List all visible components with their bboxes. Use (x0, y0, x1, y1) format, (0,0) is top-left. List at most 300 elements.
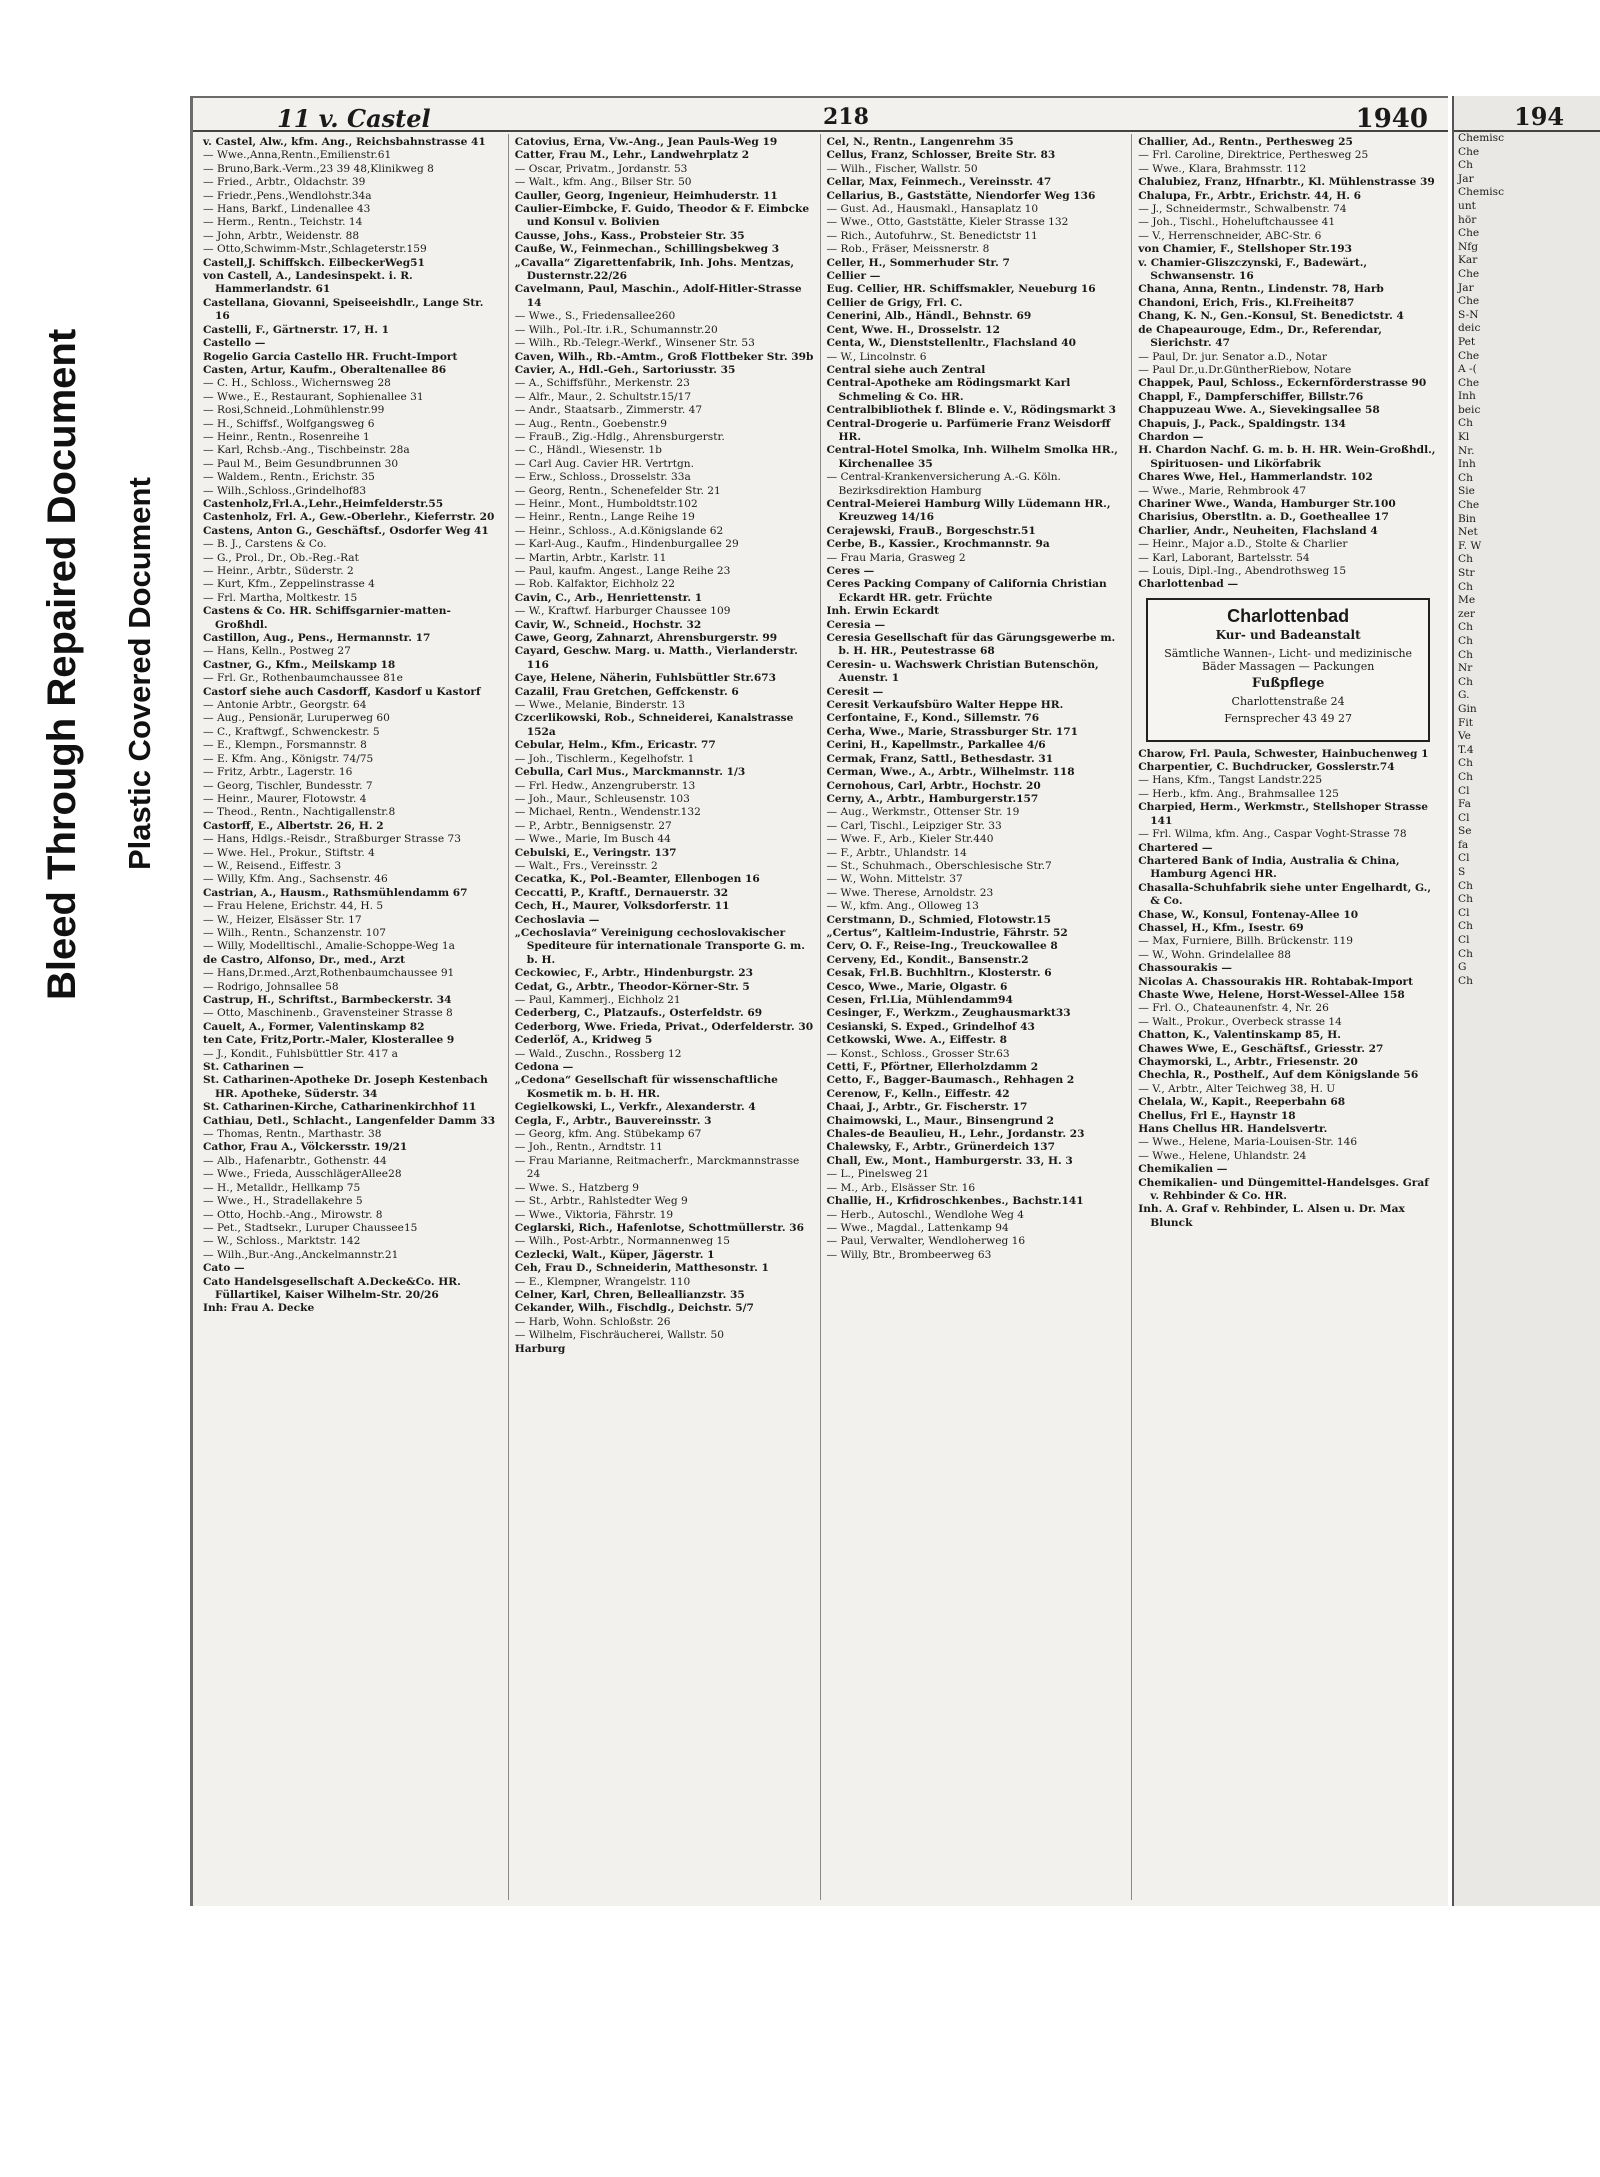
directory-entry: Chaste Wwe, Helene, Horst-Wessel-Allee 158 (1138, 988, 1405, 1001)
adjacent-page-line: Ch (1458, 879, 1473, 892)
directory-entry: Cezlecki, Walt., Küper, Jägerstr. 1 (514, 1248, 715, 1261)
adjacent-page-line: Ch (1458, 893, 1473, 906)
directory-entry: — Wald., Zuschn., Rossberg 12 (514, 1047, 682, 1060)
directory-entry: — Walt., Prokur., Overbeck strasse 14 (1138, 1015, 1342, 1028)
directory-entry: — Herm., Rentn., Teichstr. 14 (203, 216, 363, 229)
adjacent-page-line: Inh (1458, 458, 1476, 471)
directory-entry: Chellus, Frl E., Haynstr 18 (1138, 1109, 1296, 1122)
adjacent-page-line: Jar (1458, 172, 1474, 185)
directory-entry: Cato — (203, 1262, 245, 1275)
directory-entry: — E., Klempn., Forsmannstr. 8 (203, 739, 367, 752)
adjacent-page-line: Ch (1458, 675, 1473, 688)
directory-entry: Cerny, A., Arbtr., Hamburgerstr.157 (826, 792, 1039, 805)
directory-entry: — W., Wohn. Mittelstr. 37 (826, 873, 963, 886)
directory-entry: — Wwe., Marie, Im Busch 44 (514, 833, 671, 846)
directory-entry: Cavir, W., Schneid., Hochstr. 32 (514, 618, 702, 631)
directory-entry: Ceresin- u. Wachswerk Christian Butenschön, Auenstr. 1 (826, 658, 1099, 685)
adjacent-page-line: Gin (1458, 702, 1477, 715)
ad-phone: Fernsprecher 43 49 27 (1224, 712, 1353, 726)
bleed-through-stamp: Bleed Through Repaired Document (40, 328, 84, 1000)
directory-entry: — John, Arbtr., Weidenstr. 88 (203, 229, 360, 242)
adjacent-page-line: Nr (1458, 662, 1473, 675)
directory-entry: Challier, Ad., Rentn., Perthesweg 25 (1138, 136, 1353, 148)
directory-entry: Nicolas A. Chassourakis HR. Rohtabak-Import (1138, 975, 1413, 988)
directory-entry: — Rob. Kalfaktor, Eichholz 22 (514, 578, 676, 591)
directory-entry: — A., Schiffsführ., Merkenstr. 23 (514, 377, 690, 390)
directory-entry: Cerenow, F., Kelln., Eiffestr. 42 (826, 1087, 1010, 1100)
directory-entry: — Kurt, Kfm., Zeppelinstrasse 4 (203, 578, 375, 591)
directory-entry: — Karl, Rchsb.-Ang., Tischbeinstr. 28a (203, 444, 410, 457)
directory-entry: Cederlöf, A., Kridweg 5 (514, 1034, 653, 1047)
directory-entry: Cawe, Georg, Zahnarzt, Ahrensburgerstr. 99 (514, 632, 778, 645)
directory-entry: — Waldem., Rentn., Erichstr. 35 (203, 471, 375, 484)
directory-entry: — Frau Helene, Erichstr. 44, H. 5 (203, 900, 384, 913)
directory-entry: — Otto, Maschinenb., Gravensteiner Strasse 8 (203, 1007, 453, 1020)
directory-entry: Central siehe auch Zentral (826, 363, 986, 376)
directory-entry: Cerha, Wwe., Marie, Strassburger Str. 171 (826, 725, 1078, 738)
directory-entry: Castner, G., Kfm., Meilskamp 18 (203, 658, 396, 671)
directory-entry: Cebular, Helm., Kfm., Ericastr. 77 (514, 739, 716, 752)
directory-entry: — Walt., Frs., Vereinsstr. 2 (514, 859, 658, 872)
adjacent-page-line: deic (1458, 322, 1481, 335)
adjacent-page-line: Inh (1458, 390, 1476, 403)
directory-entry: Cedat, G., Arbtr., Theodor-Körner-Str. 5 (514, 980, 750, 993)
directory-entry: — Paul, kaufm. Angest., Lange Reihe 23 (514, 565, 731, 577)
directory-entry: — E. Kfm. Ang., Königstr. 74/75 (203, 752, 374, 765)
directory-entry: Cellar, Max, Feinmech., Vereinsstr. 47 (826, 176, 1052, 189)
directory-entry: Cernohous, Carl, Arbtr., Hochstr. 20 (826, 779, 1041, 792)
directory-entry: Cavelmann, Paul, Maschin., Adolf-Hitler-Strasse 14 (514, 283, 802, 309)
directory-entry: — Hans, Kelln., Postweg 27 (203, 645, 351, 658)
directory-entry: — Willy, Modelltischl., Amalie-Schoppe-Weg 1a (203, 940, 455, 953)
directory-entry: — Heinr., Maurer, Flotowstr. 4 (203, 792, 367, 805)
directory-entry: Czcerlikowski, Rob., Schneiderei, Kanalstrasse 152a (514, 712, 794, 738)
directory-entry: — Louis, Dipl.-Ing., Abendrothsweg 15 (1138, 565, 1347, 577)
directory-entry: — Paul, Dr. jur. Senator a.D., Notar (1138, 350, 1327, 363)
adjacent-page-line: Ch (1458, 920, 1473, 933)
directory-entry: — Wwe., S., Friedensallee260 (514, 310, 676, 323)
directory-entry: Chaymorski, L., Arbtr., Friesenstr. 20 (1138, 1056, 1358, 1068)
directory-entry: Cavin, C., Arb., Henriettenstr. 1 (514, 591, 703, 604)
directory-entry: — W., Kraftwf. Harburger Chaussee 109 (514, 605, 731, 618)
directory-entry: — Hans, Hdlgs.-Reisdr., Straßburger Strasse 73 (203, 833, 461, 846)
directory-entry: — Frl. Gr., Rothenbaumchaussee 81e (203, 672, 403, 685)
directory-entry: Castorff, E., Albertstr. 26, H. 2 (203, 819, 384, 832)
directory-entry: — Heinr., Schloss., A.d.Königslande 62 (514, 524, 724, 537)
directory-entry: — Fried., Arbtr., Oldachstr. 39 (203, 176, 366, 189)
directory-entry: Harburg (514, 1342, 566, 1355)
directory-entry: Castillon, Aug., Pens., Hermannstr. 17 (203, 632, 431, 645)
directory-entry: Cellus, Franz, Schlosser, Breite Str. 83 (826, 149, 1056, 162)
directory-entry: Centralbibliothek f. Blinde e. V., Rödingsmarkt 3 (826, 404, 1117, 417)
directory-entry: — St., Schuhmach., Oberschlesische Str.7 (826, 859, 1052, 872)
directory-entry: Cesak, Frl.B. Buchhltrn., Klosterstr. 6 (826, 967, 1052, 980)
directory-entry: Cazalil, Frau Gretchen, Geffckenstr. 6 (514, 685, 739, 698)
adjacent-page-line: Fa (1458, 798, 1471, 811)
directory-entry: Cauße, W., Feinmechan., Schillingsbekweg 3 (514, 243, 780, 256)
directory-entry: — Frl. O., Chateaunenfstr. 4, Nr. 26 (1138, 1002, 1329, 1015)
adjacent-page-line: Fit (1458, 716, 1473, 729)
directory-entry: Cayard, Geschw. Marg. u. Matth., Vierlanderstr. 116 (514, 645, 798, 671)
adjacent-page-line: Jar (1458, 281, 1474, 294)
directory-entry: — Wwe., Melanie, Binderstr. 13 (514, 699, 685, 712)
directory-entry: ten Cate, Fritz,Portr.-Maler, Klosterallee 9 (203, 1034, 455, 1047)
directory-entry: — Wilh., Rb.-Telegr.-Werkf., Winsener Str. 53 (514, 337, 755, 350)
directory-entry: Chaai, J., Arbtr., Gr. Fischerstr. 17 (826, 1101, 1028, 1114)
directory-entry: Chalubiez, Franz, Hfnarbtr., Kl. Mühlenstrasse 39 (1138, 176, 1435, 189)
adjacent-page-line: T.4 (1458, 743, 1474, 756)
directory-entry: Chales-de Beaulieu, H., Lehr., Jordanstr. 23 (826, 1128, 1085, 1141)
directory-entry: Chappuzeau Wwe. A., Sievekingsallee 58 (1138, 404, 1380, 417)
directory-entry: Ceckowiec, F., Arbtr., Hindenburgstr. 23 (514, 967, 754, 980)
directory-entry: Charow, Frl. Paula, Schwester, Hainbuchenweg 1 (1138, 747, 1429, 760)
directory-entry: Chandoni, Erich, Fris., Kl.Freiheit87 (1138, 296, 1355, 309)
directory-entry: — W., Lincolnstr. 6 (826, 350, 927, 363)
directory-entry: Ceresit — (826, 685, 884, 698)
directory-entry: — Aug., Rentn., Goebenstr.9 (514, 417, 668, 430)
directory-entry: — C., Kraftwgf., Schwenckestr. 5 (203, 725, 380, 738)
directory-entry: — W., Schloss., Marktstr. 142 (203, 1235, 361, 1248)
directory-entry: — Antonie Arbtr., Georgstr. 64 (203, 699, 367, 712)
directory-entry: Castenholz, Frl. A., Gew.-Oberlehr., Kieferrstr. 20 (203, 511, 495, 524)
directory-entry: — Wwe.,Anna,Rentn.,Emilienstr.61 (203, 149, 392, 162)
directory-entry: — V., Herrenschneider, ABC-Str. 6 (1138, 229, 1322, 242)
adjacent-page-line: G. (1458, 689, 1470, 702)
directory-entry: — Wwe., Frieda, AusschlägerAllee28 (203, 1168, 402, 1181)
directory-entry: — C. H., Schloss., Wichernsweg 28 (203, 377, 391, 390)
directory-entry: Chares Wwe, Hel., Hammerlandstr. 102 (1138, 471, 1373, 484)
directory-entry: Chardon — (1138, 430, 1204, 443)
directory-entry: Cesianski, S. Exped., Grindelhof 43 (826, 1020, 1035, 1033)
directory-entry: Centa, W., Dienststellenltr., Flachsland 40 (826, 337, 1076, 350)
directory-entry: — Frl. Caroline, Direktrice, Perthesweg 25 (1138, 149, 1369, 162)
adjacent-page-line: Ch (1458, 974, 1473, 987)
directory-entry: — Alb., Hafenarbtr., Gothenstr. 44 (203, 1154, 387, 1167)
directory-entry: Cesen, Frl.Lia, Mühlendamm94 (826, 994, 1013, 1006)
directory-entry: Castens & Co. HR. Schiffsgarnier-matten-Großhdl. (203, 605, 451, 631)
adjacent-page-line: Cl (1458, 906, 1470, 919)
directory-entry: Chasalla-Schuhfabrik siehe unter Engelhardt, G., & Co. (1138, 881, 1432, 908)
directory-entry: — Rich., Autofuhrw., St. Benedictstr 11 (826, 229, 1038, 242)
directory-entry: — C., Händl., Wiesenstr. 1b (514, 444, 662, 457)
ad-address: Charlottenstraße 24 (1231, 694, 1345, 708)
directory-entry: Ceh, Frau D., Schneiderin, Matthesonstr. 1 (514, 1262, 769, 1275)
directory-entry: Castrian, A., Hausm., Rathsmühlendamm 67 (203, 886, 468, 899)
directory-entry: Chalupa, Fr., Arbtr., Erichstr. 44, H. 6 (1138, 189, 1361, 202)
directory-entry: Central-Meierei Hamburg Willy Lüdemann HR., Kreuzweg 14/16 (826, 497, 1111, 524)
directory-entry: — Martin, Arbtr., Karlstr. 11 (514, 551, 667, 564)
directory-entry: Celner, Karl, Chren, Belleallianzstr. 35 (514, 1288, 745, 1301)
directory-entry: Caulier-Eimbcke, F. Guido, Theodor & F. Eimbcke und Konsul v. Bolivien (514, 203, 810, 229)
directory-entry: Chemikalien- und Düngemittel-Handelsges. Graf v. Rehbinder & Co. HR. (1138, 1176, 1429, 1203)
adjacent-page-line: Chemisc (1458, 186, 1505, 199)
directory-entry: Cerman, Wwe., A., Arbtr., Wilhelmstr. 118 (826, 766, 1075, 779)
directory-entry: Cauller, Georg, Ingenieur, Heimhuderstr. 11 (514, 189, 778, 202)
directory-entry: — Herb., kfm. Ang., Brahmsallee 125 (1138, 787, 1339, 800)
adjacent-page-line: Ch (1458, 757, 1473, 770)
adjacent-page-line: Ch (1458, 947, 1473, 960)
directory-entry: Chawes Wwe, E., Geschäftsf., Griesstr. 27 (1138, 1042, 1384, 1055)
directory-entry: St. Catharinen-Apotheke Dr. Joseph Kestenbach HR. Apotheke, Süderstr. 34 (203, 1074, 488, 1100)
directory-entry: — G., Prol., Dr., Ob.-Reg.-Rat (203, 551, 359, 564)
directory-entry: Cerini, H., Kapellmstr., Parkallee 4/6 (826, 739, 1046, 752)
directory-entry: Cerbe, B., Kassier., Krochmannstr. 9a (826, 538, 1050, 551)
directory-entry: — Willy, Kfm. Ang., Sachsenstr. 46 (203, 873, 388, 886)
directory-entry: Chariner Wwe., Wanda, Hamburger Str.100 (1138, 497, 1396, 510)
page-number: 218 (823, 104, 869, 130)
directory-entry: — J., Schneidermstr., Schwalbenstr. 74 (1138, 203, 1347, 216)
directory-entry: — Carl Aug. Cavier HR. Vertrtgn. (514, 457, 694, 470)
directory-entry: — P., Arbtr., Bennigsenstr. 27 (514, 819, 672, 832)
adjacent-page-line: Ch (1458, 159, 1473, 172)
directory-entry: Inh: Frau A. Decke (203, 1302, 315, 1315)
directory-entry: — Wilh., Pol.-Itr. i.R., Schumannstr.20 (514, 323, 718, 336)
directory-entry: Cederberg, C., Platzaufs., Osterfeldstr. 69 (514, 1007, 763, 1020)
directory-entry: — Andr., Staatsarb., Zimmerstr. 47 (514, 404, 703, 417)
directory-entry: — Georg, kfm. Ang. Stübekamp 67 (514, 1128, 702, 1141)
directory-entry: Castellana, Giovanni, Speiseeishdlr., Lange Str. 16 (203, 296, 484, 323)
directory-entry: — Joh., Tischlerm., Kegelhofstr. 1 (514, 752, 695, 765)
directory-entry: Ceres — (826, 565, 875, 577)
directory-entry: Cerveny, Ed., Kondit., Bansenstr.2 (826, 953, 1029, 966)
directory-entry: — Wwe., Marie, Rehmbrook 47 (1138, 484, 1307, 497)
adjacent-page-line: Nr. (1458, 444, 1475, 457)
directory-entry: — W., Heizer, Elsässer Str. 17 (203, 913, 362, 926)
ad-feature: Fußpflege (1251, 676, 1325, 692)
directory-entry: — Heinr., Rentn., Rosenreihe 1 (203, 430, 370, 443)
adjacent-page-line: fa (1458, 838, 1469, 851)
directory-entry: — Wwe., Klara, Brahmsstr. 112 (1138, 162, 1307, 175)
directory-entry: St. Catharinen — (203, 1061, 304, 1074)
plastic-covered-stamp: Plastic Covered Document (122, 477, 157, 870)
directory-entry: Cederborg, Wwe. Frieda, Privat., Oderfelderstr. 30 (514, 1020, 814, 1033)
directory-entry: Castelli, F., Gärtnerstr. 17, H. 1 (203, 323, 389, 336)
directory-entry: — Wwe., Otto, Gaststätte, Kieler Strasse 132 (826, 216, 1069, 229)
page-header (193, 98, 1448, 132)
directory-entry: — Paul M., Beim Gesundbrunnen 30 (203, 457, 399, 470)
directory-entry: Cekander, Wilh., Fischdlg., Deichstr. 5/7 (514, 1302, 754, 1315)
directory-entry: Castrup, H., Schriftst., Barmbeckerstr. 34 (203, 994, 452, 1006)
directory-entry: — St., Arbtr., Rahlstedter Weg 9 (514, 1195, 688, 1208)
directory-entry: Cellier — (826, 270, 881, 283)
directory-entry: — Erw., Schloss., Drosselstr. 33a (514, 471, 691, 484)
directory-entry: — Wwe. Hel., Prokur., Stiftstr. 4 (203, 846, 375, 859)
directory-entry: Cel, N., Rentn., Langenrehm 35 (826, 136, 1014, 148)
directory-entry: Central-Apotheke am Rödingsmarkt Karl Schmeling & Co. HR. (826, 377, 1071, 403)
directory-entry: — Heinr., Mont., Humboldtstr.102 (514, 497, 698, 510)
directory-entry: Cedona — (514, 1061, 574, 1074)
directory-entry: — Rosi,Schneid.,Lohmühlenstr.99 (203, 404, 385, 417)
directory-entry: — Fritz, Arbtr., Lagerstr. 16 (203, 766, 353, 779)
directory-entry: — Frl. Martha, Moltkestr. 15 (203, 591, 358, 604)
directory-entry: Caven, Wilh., Rb.-Amtm., Groß Flottbeker Str. 39b (514, 350, 814, 363)
directory-entry: Cechoslavia — (514, 913, 600, 926)
directory-entry: Cetto, F., Bagger-Baumasch., Rehhagen 2 (826, 1074, 1075, 1087)
directory-entry: Caye, Helene, Näherin, Fuhlsbüttler Str.673 (514, 672, 776, 685)
directory-entry: Chechla, R., Posthelf., Auf dem Königslande 56 (1138, 1069, 1419, 1082)
directory-entry: Castell,J. Schiffskch. EilbeckerWeg51 (203, 256, 425, 269)
directory-entry: Inh. A. Graf v. Rehbinder, L. Alsen u. Dr. Max Blunck (1138, 1203, 1405, 1229)
directory-entry: Rogelio Garcia Castello HR. Frucht-Import (203, 350, 458, 363)
directory-entry: — Wwe., Helene, Uhlandstr. 24 (1138, 1149, 1307, 1162)
adjacent-page-line: S-N (1458, 308, 1479, 321)
directory-entry: — Karl-Aug., Kaufm., Hindenburgallee 29 (514, 538, 739, 551)
adjacent-page-line: G (1458, 961, 1467, 974)
directory-entry: — F., Arbtr., Uhlandstr. 14 (826, 846, 967, 859)
adjacent-page-line: zer (1458, 607, 1475, 620)
directory-entry: Hans Chellus HR. Handelsvertr. (1138, 1123, 1328, 1136)
adjacent-page-line: Bin (1458, 512, 1476, 525)
directory-entry: Chelala, W., Kapit., Reeperbahn 68 (1138, 1096, 1346, 1109)
directory-entry: Chappl, F., Dampferschiffer, Billstr.76 (1138, 390, 1364, 403)
directory-entry: Central-Drogerie u. Parfümerie Franz Weisdorff HR. (826, 417, 1111, 443)
directory-entry: von Chamier, F., Stellshoper Str.193 (1138, 243, 1352, 256)
adjacent-page-line: Ch (1458, 553, 1473, 566)
directory-entry: — Hans, Kfm., Tangst Landstr.225 (1138, 774, 1323, 787)
directory-entry: — Wilh.,Schloss.,Grindelhof83 (203, 484, 367, 497)
directory-entry: Chaimowski, L., Maur., Binsengrund 2 (826, 1114, 1055, 1127)
directory-entry: — Wilh., Fischer, Wallstr. 50 (826, 162, 978, 175)
directory-entry: — Frau Marianne, Reitmacherfr., Marckmannstrasse 24 (514, 1154, 800, 1181)
adjacent-page-line: Cl (1458, 784, 1470, 797)
directory-entry: — E., Klempner, Wrangelstr. 110 (514, 1275, 691, 1288)
directory-entry: Cerajewski, FrauB., Borgeschstr.51 (826, 524, 1036, 537)
directory-entry: Chemikalien — (1138, 1163, 1228, 1176)
directory-entry: „Cechoslavia“ Vereinigung cechoslovakischer Spediteure für internationale Transporte G. m. b. H. (514, 926, 805, 966)
adjacent-page-line: beic (1458, 403, 1481, 416)
running-head: 11 v. Castel (277, 104, 431, 133)
directory-entry: Casten, Artur, Kaufm., Oberaltenallee 86 (203, 363, 447, 376)
directory-entry: — Joh., Maur., Schleusenstr. 103 (514, 792, 690, 805)
column-1 (197, 134, 509, 1900)
adjacent-page-line: Cl (1458, 852, 1470, 865)
directory-entry: — H., Schiffsf., Wolfgangsweg 6 (203, 417, 375, 430)
adjacent-page-line: Ch (1458, 621, 1473, 634)
directory-entry: Chapuis, J., Pack., Spaldingstr. 134 (1138, 417, 1346, 430)
directory-entry: — L., Pinelsweg 21 (826, 1168, 929, 1181)
charlottenbad-advertisement (1146, 598, 1430, 742)
adjacent-page-line: Cl (1458, 934, 1470, 947)
directory-entry: — Thomas, Rentn., Marthastr. 38 (203, 1128, 382, 1141)
directory-entry: — Heinr., Rentn., Lange Reihe 19 (514, 511, 695, 524)
directory-entry: H. Chardon Nachf. G. m. b. H. HR. Wein-Großhdl., Spirituosen- und Likörfabrik (1138, 444, 1436, 470)
directory-entry: — Wwe. Therese, Arnoldstr. 23 (826, 886, 994, 899)
ad-services: Sämtliche Wannen-, Licht- und medizinische Bäder Massagen — Packungen (1164, 646, 1413, 674)
directory-entry: „Cedona“ Gesellschaft für wissenschaftliche Kosmetik m. b. H. HR. (514, 1074, 778, 1100)
column-3 (821, 134, 1133, 1900)
ad-title: Charlottenbad (1227, 605, 1350, 626)
directory-entry: — Wwe., Viktoria, Fährstr. 19 (514, 1208, 674, 1221)
directory-entry: Charlier, Andr., Neuheiten, Flachsland 4 (1138, 524, 1378, 537)
directory-entry: — W., Wohn. Grindelallee 88 (1138, 948, 1291, 961)
adjacent-page-line: Chemisc (1458, 132, 1505, 144)
adjacent-page-line: Ch (1458, 471, 1473, 484)
directory-entry: — Max, Furniere, Billh. Brückenstr. 119 (1138, 935, 1354, 948)
adjacent-page-line: Se (1458, 825, 1472, 838)
directory-entry: — Hans, Barkf., Lindenallee 43 (203, 203, 371, 216)
directory-entry: „Certus“, Kaltleim-Industrie, Fährstr. 52 (826, 926, 1068, 939)
adjacent-page-line: Che (1458, 295, 1480, 308)
directory-entry: Cenerini, Alb., Händl., Behnstr. 69 (826, 310, 1032, 323)
directory-entry: — Wwe., Magdal., Lattenkamp 94 (826, 1221, 1009, 1234)
adjacent-page-line: Kl (1458, 431, 1470, 444)
directory-entry: Ceresit Verkaufsbüro Walter Heppe HR. (826, 699, 1064, 712)
directory-entry: Challie, H., Krfidroschkenbes., Bachstr.141 (826, 1195, 1084, 1208)
directory-entry: Cerv, O. F., Reise-Ing., Treuckowallee 8 (826, 940, 1058, 953)
adjacent-page-line: Che (1458, 227, 1480, 240)
directory-entry: — Michael, Rentn., Wendenstr.132 (514, 806, 701, 819)
directory-entry: Chang, K. N., Gen.-Konsul, St. Benedictstr. 4 (1138, 310, 1404, 323)
adjacent-page-fragment (1452, 96, 1600, 1906)
adjacent-page-line: Ch (1458, 770, 1473, 783)
directory-entry: — Rodrigo, Johnsallee 58 (203, 980, 339, 993)
directory-entry: — Wilh., Post-Arbtr., Normannenweg 15 (514, 1235, 730, 1248)
year: 1940 (1355, 104, 1428, 134)
directory-entry: St. Catharinen-Kirche, Catharinenkirchhof 11 (203, 1101, 477, 1114)
directory-entry: Cebulski, E., Veringstr. 137 (514, 846, 677, 859)
adjacent-page-line: Che (1458, 267, 1480, 280)
directory-entry: — Wwe. S., Hatzberg 9 (514, 1181, 640, 1194)
directory-entry: Cetti, F., Pförtner, Ellerholzdamm 2 (826, 1061, 1039, 1074)
directory-entry: — Wwe., H., Stradellakehre 5 (203, 1195, 363, 1208)
adjacent-page-line: Pet (1458, 335, 1476, 348)
directory-entry: — Wwe., E., Restaurant, Sophienallee 31 (203, 390, 424, 403)
directory-entry: Chartered — (1138, 841, 1213, 854)
directory-entry: — Aug., Pensionär, Luruperweg 60 (203, 712, 390, 725)
adjacent-page-line: Kar (1458, 254, 1478, 267)
column-4 (1132, 134, 1444, 1900)
directory-entry: Castello — (203, 337, 266, 350)
directory-entry: Causse, Johs., Kass., Probsteier Str. 35 (514, 229, 745, 242)
directory-entry: Cech, H., Maurer, Volksdorferstr. 11 (514, 900, 730, 913)
adjacent-page-line: Ch (1458, 417, 1473, 430)
directory-entry: — Frl. Hedw., Anzengruberstr. 13 (514, 779, 696, 792)
directory-entry: — W., Reisend., Eiffestr. 3 (203, 859, 342, 872)
adjacent-page-line: Che (1458, 376, 1480, 389)
directory-entry: Ceresia Gesellschaft für das Gärungsgewerbe m. b. H. HR., Peutestrasse 68 (826, 632, 1116, 658)
directory-entry: Catter, Frau M., Lehr., Landwehrplatz 2 (514, 149, 750, 162)
directory-entry: Cathor, Frau A., Völckersstr. 19/21 (203, 1141, 408, 1154)
directory-entry: — Konst., Schloss., Grosser Str.63 (826, 1047, 1010, 1060)
directory-entry: v. Castel, Alw., kfm. Ang., Reichsbahnstrasse 41 (203, 136, 486, 148)
adjacent-page-line: A -( (1458, 363, 1477, 376)
directory-entry: Chartered Bank of India, Australia & China, Hamburg Agenci HR. (1138, 854, 1400, 881)
directory-entry: — Wilh., Rentn., Schanzenstr. 107 (203, 926, 386, 939)
directory-entry: — Friedr.,Pens.,Wendlohstr.34a (203, 189, 372, 202)
directory-entry: Celler, H., Sommerhuder Str. 7 (826, 256, 1010, 269)
adjacent-page-line: Che (1458, 145, 1480, 158)
directory-entry: Cathiau, Detl., Schlacht., Langenfelder Damm 33 (203, 1114, 496, 1127)
directory-entry: Catovius, Erna, Vw.-Ang., Jean Pauls-Weg 19 (514, 136, 778, 148)
directory-entry: — Frau Maria, Grasweg 2 (826, 551, 966, 564)
directory-page (190, 96, 1448, 1906)
adjacent-page-line: Ch (1458, 648, 1473, 661)
directory-entry: — Georg, Tischler, Bundesstr. 7 (203, 779, 373, 792)
directory-entry: — M., Arb., Elsässer Str. 16 (826, 1181, 976, 1194)
directory-entry: — Central-Krankenversicherung A.-G. Köln. Bezirksdirektion Hamburg (826, 471, 1061, 497)
directory-entry: Cetkowski, Wwe. A., Eiffestr. 8 (826, 1034, 1007, 1047)
directory-entry: Cesinger, F., Werkzm., Zeughausmarkt33 (826, 1007, 1071, 1020)
adjacent-page-line: Sie (1458, 485, 1475, 498)
directory-entry: Castens, Anton G., Geschäftsf., Osdorfer Weg 41 (203, 524, 489, 537)
directory-entry: — Herb., Autoschl., Wendlohe Weg 4 (826, 1208, 1025, 1221)
adjacent-page-header: 194 (1454, 96, 1600, 132)
directory-entry: Cegielkowski, L., Verkfr., Alexanderstr. 4 (514, 1101, 756, 1114)
directory-entry: — Willy, Btr., Brombeerweg 63 (826, 1248, 992, 1261)
adjacent-page-line: unt (1458, 199, 1476, 212)
directory-entry: Eug. Cellier, HR. Schiffsmakler, Neueburg 16 (826, 283, 1096, 296)
directory-entry: — Joh., Rentn., Arndtstr. 11 (514, 1141, 663, 1154)
